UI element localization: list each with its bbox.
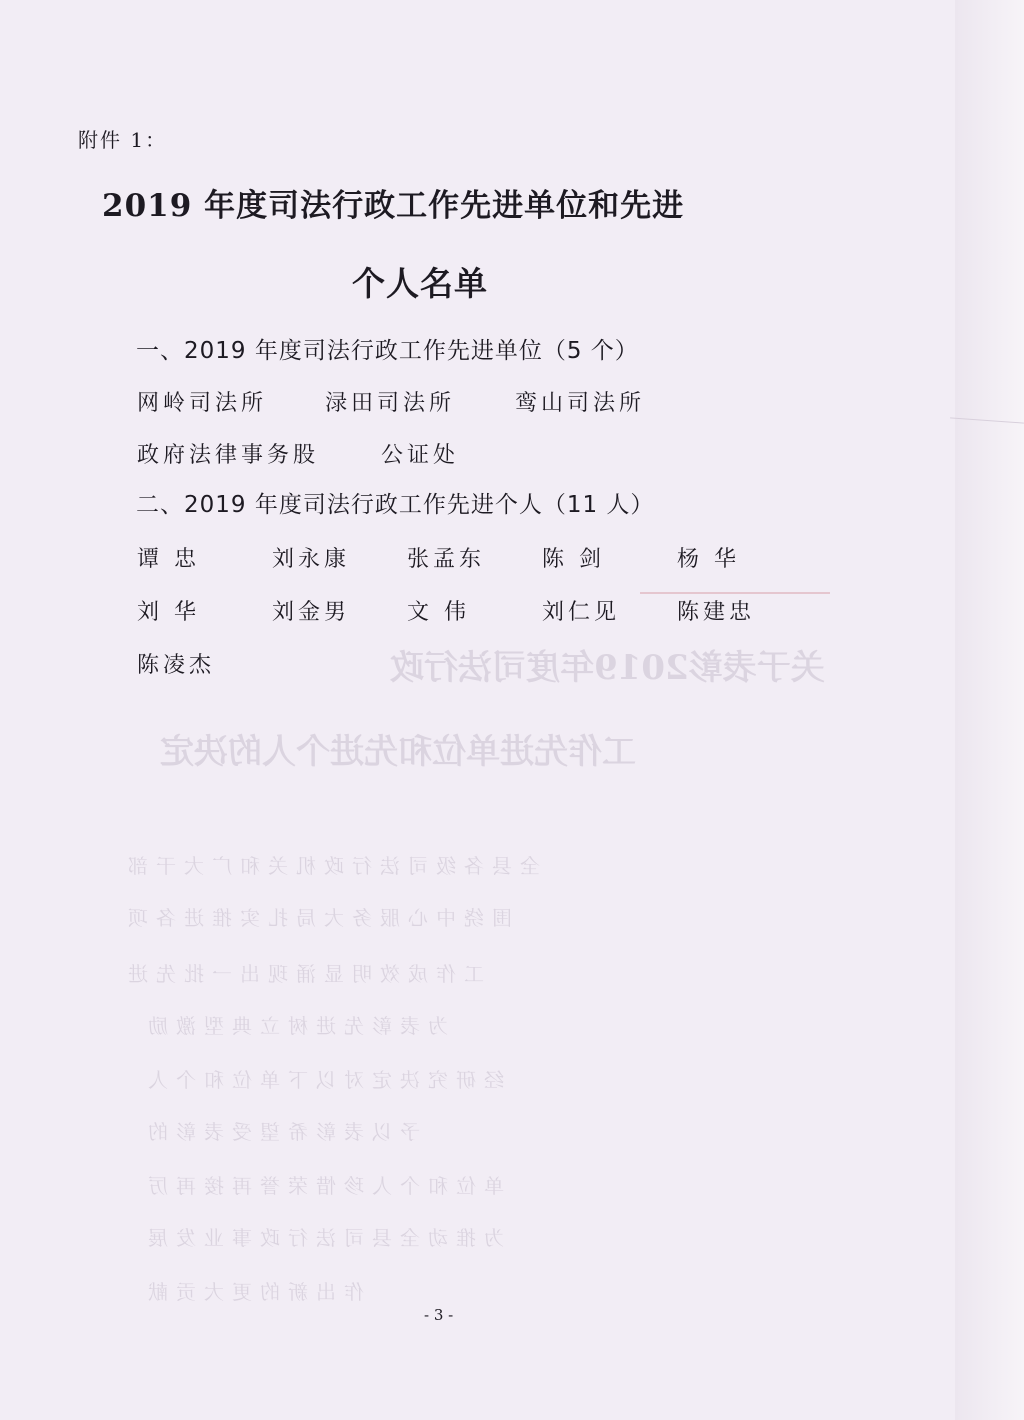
unit-name: 政府法律事务股 — [137, 443, 320, 468]
person-name: 刘永康 — [272, 547, 351, 572]
person-name: 陈凌杰 — [137, 653, 216, 678]
person-name: 文 伟 — [407, 600, 470, 625]
unit-name: 网岭司法所 — [137, 391, 268, 416]
unit-name: 公证处 — [381, 443, 460, 468]
person-name: 刘金男 — [272, 600, 351, 625]
bleed-through-text: 单位和个人珍惜荣誉再接再厉 — [140, 1174, 504, 1198]
bleed-through-text: 关于表彰2019年度司法行政 — [390, 648, 825, 688]
bleed-through-text: 围绕中心服务大局扎实推进各项 — [120, 906, 512, 930]
document-title-line2: 个人名单 — [352, 264, 488, 303]
page-number: - 3 - — [424, 1306, 454, 1324]
bleed-through-text: 工作成效明显涌现出一批先进 — [120, 962, 484, 986]
person-name: 刘 华 — [137, 600, 200, 625]
bleed-through-text: 全县各级司法行政机关和广大干部 — [120, 854, 540, 878]
bleed-through-text: 为表彰先进树立典型激励 — [140, 1014, 448, 1038]
document-title-line1: 2019 年度司法行政工作先进单位和先进 — [102, 188, 685, 224]
bleed-through-text: 工作先进单位和先进个人的决定 — [160, 732, 636, 772]
attachment-label: 附件 1： — [78, 128, 168, 152]
section-heading-people: 二、2019 年度司法行政工作先进个人（11 人） — [136, 492, 655, 518]
bleed-through-text: 经研究决定对以下单位和个人 — [140, 1068, 504, 1092]
scanner-margin — [955, 0, 1024, 1420]
bleed-through-text: 予以表彰希望受表彰的 — [140, 1120, 420, 1144]
person-name: 陈建忠 — [677, 600, 756, 625]
person-name: 刘仁见 — [542, 600, 621, 625]
person-name: 张孟东 — [407, 547, 486, 572]
unit-name: 渌田司法所 — [325, 391, 456, 416]
bleed-through-red-line — [640, 592, 830, 594]
person-name: 谭 忠 — [137, 547, 200, 572]
bleed-through-text: 为推动全县司法行政事业发展 — [140, 1226, 504, 1250]
section-heading-units: 一、2019 年度司法行政工作先进单位（5 个） — [136, 338, 639, 364]
person-name: 陈 剑 — [542, 547, 605, 572]
bleed-through-text: 作出新的更大贡献 — [140, 1280, 364, 1304]
person-name: 杨 华 — [677, 547, 740, 572]
unit-name: 鸾山司法所 — [515, 391, 646, 416]
